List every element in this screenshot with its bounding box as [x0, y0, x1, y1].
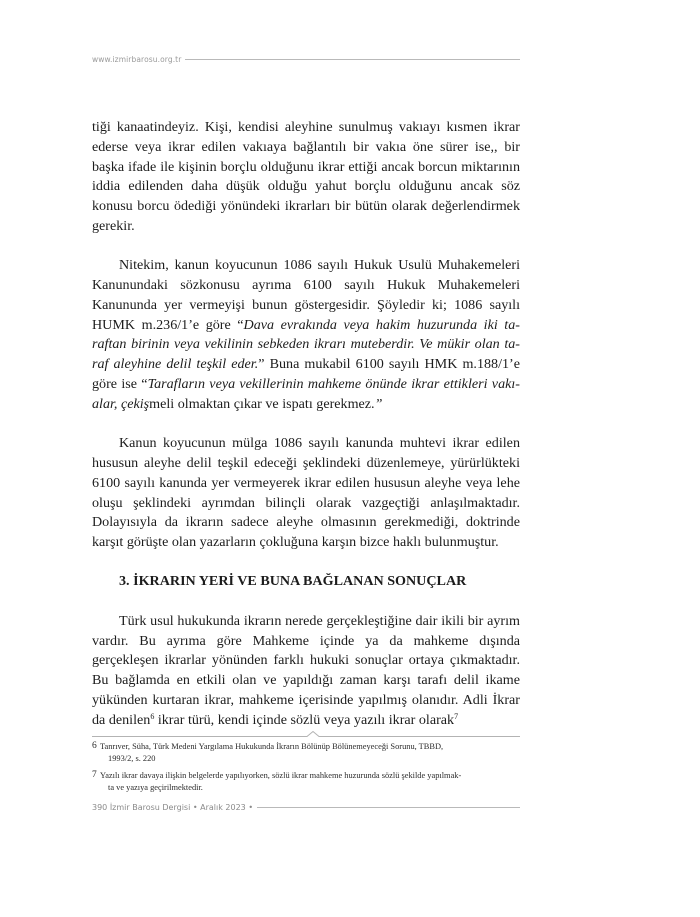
- paragraph-2-quote-1: Dava evrakında veya hakim huzurunda iki taraftan birinin veya vekilinin sebkeden ikrarı muteberdir. Ve mükir olan taraf aleyhine delil teşkil eder.: [92, 316, 520, 373]
- header-url: www.izmirbarosu.org.tr: [92, 54, 182, 64]
- footnote-ref-7[interactable]: 7: [454, 711, 459, 721]
- footnote-7: [92, 770, 520, 795]
- paragraph-2-text-d: ”: [374, 395, 383, 412]
- paragraph-4-text-b: ikrar türü, kendi içinde sözlü veya yazılı ikrar olarak: [154, 711, 455, 728]
- paragraph-2-quote-2: Tarafların veya vekillerinin mahkeme önünde ikrar ettikleri vakıalar, çekiş: [92, 376, 520, 412]
- paragraph-2-text-c: meli olmaktan çıkar ve ispatı gerekmez.: [149, 395, 375, 412]
- footnote-text-line-2: ta ve yazıya geçirilmektedir.: [108, 782, 203, 792]
- paragraph-3: Kanun koyucunun mülga 1086 sayılı kanunda muhtevi ikrar edilen hususun aleyhe delil teşkil edeceği şeklindeki düzenlemeye, yürürlükteki 6100 sayılı kanunda yer vermeyerek ikrar edilen hususun aleyhe veya lehe oluşu şeklindeki ayrımdan bilinçli olarak vazgeçtiği anlaşılmaktadır. Dolayısıyla da ikrarın sadece aleyhe olmasının gerekmediği, doktrinde karşıt görüşte olan yazarların çokluğuna karşın bizce haklı bulunmuştur.: [92, 435, 520, 551]
- footnote-ref-6[interactable]: 6: [150, 711, 155, 721]
- paragraph-4-text-a: Türk usul hukukunda ikrarın nerede gerçekleştiğine dair ikili bir ayrım vardır. Bu ayrıma göre Mahkeme içinde ya da mahkeme dışında gerçekleşen ikrarlar yönünden farklı hukuki sonuçlar ortaya çıkmaktadır. Bu bağlamda en etkili olan ve yapıldığı zaman karşı tarafı delil ikame yükünden kurtaran ikrar, mahkeme içerisinde yapılmış olanıdır. Adli İkrar da denilen: [92, 612, 520, 728]
- footer-text: 390 İzmir Barosu Dergisi • Aralık 2023 •: [92, 802, 254, 812]
- footnote-text-line-1: Tanrıver, Süha, Türk Medeni Yargılama Hukukunda İkrarın Bölünüp Bölünemeyeceği Sorunu, TBBD,: [100, 742, 444, 751]
- footnote-number: 6: [92, 741, 97, 751]
- paragraph-2: [92, 256, 520, 414]
- footnote-text-line-1: Yazılı ikrar davaya ilişkin belgelerde yapılıyorken, sözlü ikrar mahkeme huzurunda sözlü şekilde yapılmak-: [100, 770, 462, 780]
- footnote-number: 7: [92, 769, 97, 780]
- paragraph-2-text-a: Nitekim, kanun koyucunun 1086 sayılı Hukuk Usulü Muhakemeleri Kanunundaki sözkonusu ayrıma 6100 sayılı Hukuk Muhakemeleri Kanununda yer vermeyişi bunun göstergesidir. Şöyledir ki; 1086 sayılı HUMK m.236/1’e göre “: [92, 257, 520, 333]
- footnote-6: [92, 741, 520, 766]
- paragraph-2-text-b: ” Buna mukabil 6100 sayılı HMK m.188/1’e göre ise “: [92, 356, 520, 393]
- paragraph-4: [92, 612, 520, 731]
- header-rule: [185, 59, 520, 60]
- section-heading: 3. İKRARIN YERİ VE BUNA BAĞLANAN SONUÇLAR: [119, 573, 467, 590]
- paragraph-1: tiği kanaatindeyiz. Kişi, kendisi aleyhine sunulmuş vakıayı kısmen ikrar ederse veya ikrar edilen vakıaya bağlantılı bir vakıa öne sürer ise,, bir başka ifade ile kişinin borçlu olduğunu ikrar ettiği ancak borcun miktarının iddia edilenden daha düşük olduğu yahut borçlu olduğunu ancak söz konusu borcu ödediği yönündeki ikrarları bir bütün olarak değerlendirmek gerekir.: [92, 119, 520, 234]
- footnotes: [92, 741, 520, 798]
- footnote-separator: [92, 731, 520, 737]
- page-header: [92, 52, 520, 66]
- body-text: [92, 118, 520, 731]
- footer-rule: [257, 807, 520, 808]
- page-footer: [92, 801, 520, 813]
- footnote-text-line-2: 1993/2, s. 220: [108, 754, 156, 764]
